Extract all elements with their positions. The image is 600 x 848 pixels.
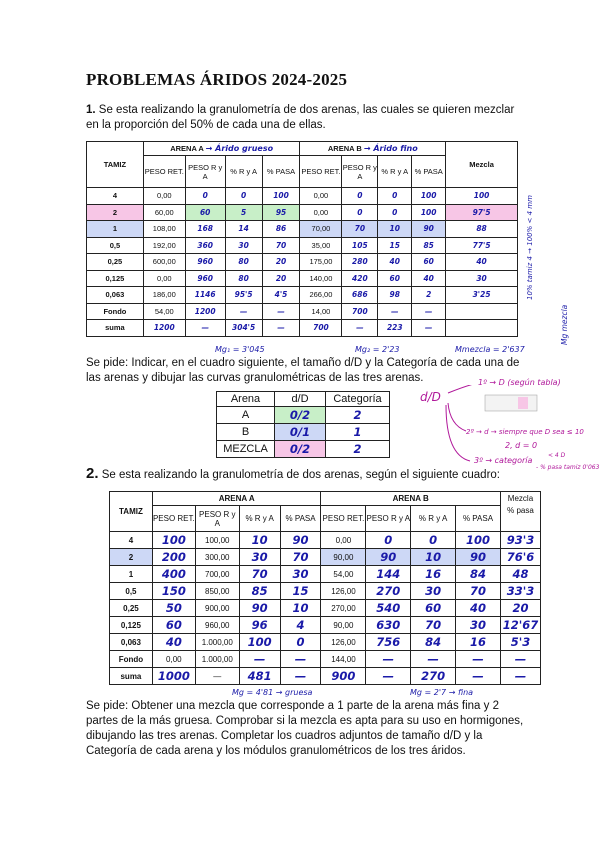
b-peso-ret: 14,00 — [300, 303, 342, 320]
b-pct-pasa: — — [456, 651, 501, 668]
header-pct-pasa: % PASA — [412, 156, 446, 188]
arena-a-label: ARENA A — [170, 144, 204, 153]
b-pct-pasa: 90 — [456, 549, 501, 566]
arena-b-label: ARENA B — [327, 144, 362, 153]
table-row — [110, 668, 541, 685]
tamiz-cell: 0,5 — [110, 583, 153, 600]
tamiz-cell: Fondo — [110, 651, 153, 668]
b-pct-rya: 10 — [378, 221, 412, 238]
col-categoria: Categoría — [326, 392, 390, 407]
mezcla-cell: 20 — [500, 600, 540, 617]
a-pct-rya: — — [239, 651, 280, 668]
dD-value: 0/1 — [275, 424, 326, 441]
b-peso-ret: 144,00 — [321, 651, 366, 668]
header-arena-b — [300, 142, 446, 156]
b-pct-rya: 98 — [378, 287, 412, 304]
a-peso-rya: 1.000,00 — [195, 651, 239, 668]
b-peso-ret: 35,00 — [300, 237, 342, 254]
b-peso-ret: 266,00 — [300, 287, 342, 304]
problem-2-statement — [86, 466, 526, 483]
a-peso-rya: 1146 — [185, 287, 225, 304]
b-peso-ret: 70,00 — [300, 221, 342, 238]
b-peso-rya: 700 — [342, 303, 378, 320]
problem-text: Se esta realizando la granulometría de dos arenas, las cuales se quieren mezclar en la proporción del 50% de cada una de ellas. — [86, 104, 515, 131]
tamiz-cell: 0,125 — [110, 617, 153, 634]
a-peso-ret: 108,00 — [143, 221, 185, 238]
a-pct-pasa: 0 — [280, 634, 321, 651]
b-peso-ret: 900 — [321, 668, 366, 685]
tamiz-cell: 1 — [110, 566, 153, 583]
a-pct-rya: 0 — [225, 188, 262, 205]
tamiz-cell: suma — [110, 668, 153, 685]
a-pct-rya: 70 — [239, 566, 280, 583]
mezcla-cell: 76'6 — [500, 549, 540, 566]
header-peso-rya: PESO R y A — [195, 506, 239, 532]
a-peso-ret: 1000 — [152, 668, 195, 685]
note-mg-a: Mg = 4'81 → gruesa — [232, 688, 313, 697]
a-pct-rya: 85 — [239, 583, 280, 600]
tamiz-cell: 0,063 — [110, 634, 153, 651]
b-pct-rya: 0 — [411, 532, 456, 549]
b-peso-ret: 175,00 — [300, 254, 342, 271]
b-pct-pasa: 84 — [456, 566, 501, 583]
a-pct-rya: 14 — [225, 221, 262, 238]
b-pct-rya: 40 — [378, 254, 412, 271]
a-pct-pasa: 20 — [262, 254, 300, 271]
a-pct-pasa: 20 — [262, 270, 300, 287]
b-pct-pasa: 60 — [412, 254, 446, 271]
annot-step1: 1º → D (según tabla) — [478, 378, 561, 387]
col-dD: d/D — [275, 392, 326, 407]
annot-step3: 3º → categoría — [474, 456, 533, 465]
header-pct-rya: % R y A — [378, 156, 412, 188]
table-row — [87, 270, 518, 287]
b-peso-rya: 280 — [342, 254, 378, 271]
b-pct-pasa: 2 — [412, 287, 446, 304]
a-pct-rya: 304'5 — [225, 320, 262, 337]
a-pct-pasa: 30 — [280, 566, 321, 583]
a-peso-ret: 1200 — [143, 320, 185, 337]
b-pct-rya: 30 — [411, 583, 456, 600]
a-peso-ret: 600,00 — [143, 254, 185, 271]
annotation-arrows — [440, 385, 600, 475]
b-pct-pasa: 85 — [412, 237, 446, 254]
header-mezcla: Mezcla — [446, 142, 518, 188]
b-peso-rya: 0 — [366, 532, 411, 549]
b-peso-ret: 140,00 — [300, 270, 342, 287]
a-peso-ret: 54,00 — [143, 303, 185, 320]
b-pct-rya: 0 — [378, 204, 412, 221]
mezcla-cell: 100 — [446, 188, 518, 205]
mezcla-cell: 33'3 — [500, 583, 540, 600]
a-pct-rya: 5 — [225, 204, 262, 221]
b-peso-rya: 686 — [342, 287, 378, 304]
b-peso-rya: — — [366, 651, 411, 668]
b-pct-pasa: 90 — [412, 221, 446, 238]
header-peso-ret: PESO RET. — [321, 506, 366, 532]
table-row — [110, 549, 541, 566]
b-pct-rya: 60 — [411, 600, 456, 617]
header-arena-b: ARENA B — [321, 492, 500, 506]
mezcla-cell: 97'5 — [446, 204, 518, 221]
header-pct-pasa: % PASA — [456, 506, 501, 532]
annot-step3c: - % pasa tamiz 0'063 — [536, 464, 600, 471]
a-peso-rya: — — [185, 320, 225, 337]
header-pct-rya: % R y A — [225, 156, 262, 188]
a-peso-ret: 40 — [152, 634, 195, 651]
b-pct-pasa: 100 — [412, 188, 446, 205]
b-pct-pasa: 40 — [456, 600, 501, 617]
b-peso-rya: 0 — [342, 188, 378, 205]
b-peso-rya: 70 — [342, 221, 378, 238]
mezcla-cell: 93'3 — [500, 532, 540, 549]
header-tamiz: TAMIZ — [87, 142, 144, 188]
table-row — [87, 287, 518, 304]
problem-1-statement — [86, 103, 526, 133]
b-pct-rya: 16 — [411, 566, 456, 583]
mezcla-cell: 77'5 — [446, 237, 518, 254]
a-peso-rya: 700,00 — [195, 566, 239, 583]
tamiz-cell: 4 — [87, 188, 144, 205]
arena-b-note: → Árido fino — [363, 144, 418, 153]
table-row — [110, 617, 541, 634]
b-peso-ret: 0,00 — [300, 204, 342, 221]
tamiz-cell: 0,063 — [87, 287, 144, 304]
a-pct-rya: 95'5 — [225, 287, 262, 304]
mezcla-cell — [446, 320, 518, 337]
b-peso-rya: 144 — [366, 566, 411, 583]
tamiz-cell: 4 — [110, 532, 153, 549]
a-pct-pasa: — — [262, 320, 300, 337]
note-mg-b: Mg = 2'7 → fina — [410, 688, 474, 697]
mezcla-cell — [446, 303, 518, 320]
tamiz-cell: Fondo — [87, 303, 144, 320]
a-peso-ret: 192,00 — [143, 237, 185, 254]
a-pct-pasa: 4 — [280, 617, 321, 634]
a-pct-pasa: 95 — [262, 204, 300, 221]
arena-a-note: → Árido grueso — [205, 144, 274, 153]
side-note-tamiz: 10% tamiz 4 → 100% < 4 mm — [526, 195, 534, 300]
category-value: 2 — [326, 407, 390, 424]
header-mezcla-sub: % pasa — [500, 506, 540, 532]
a-peso-ret: 100 — [152, 532, 195, 549]
header-pct-rya: % R y A — [411, 506, 456, 532]
page-title: PROBLEMAS ÁRIDOS 2024-2025 — [86, 70, 348, 89]
b-peso-rya: — — [366, 668, 411, 685]
arena-name: B — [217, 424, 275, 441]
table-row — [87, 254, 518, 271]
b-pct-pasa: 40 — [412, 270, 446, 287]
a-peso-rya: 1.000,00 — [195, 634, 239, 651]
a-pct-pasa: — — [280, 668, 321, 685]
granulometry-table-2 — [109, 491, 541, 685]
a-pct-pasa: 15 — [280, 583, 321, 600]
dD-value: 0/2 — [275, 441, 326, 458]
annot-step2: 2º → d → siempre que D sea ≤ 10 — [466, 428, 584, 436]
b-pct-pasa: 100 — [456, 532, 501, 549]
b-peso-rya: 630 — [366, 617, 411, 634]
header-pct-rya: % R y A — [239, 506, 280, 532]
table-row — [110, 651, 541, 668]
b-peso-rya: — — [342, 320, 378, 337]
table-row — [110, 583, 541, 600]
mezcla-cell: 5'3 — [500, 634, 540, 651]
header-arena-a: ARENA A — [152, 492, 321, 506]
table-row — [87, 188, 518, 205]
a-pct-rya: 90 — [239, 600, 280, 617]
granulometry-table-1 — [86, 141, 518, 337]
tamiz-cell: 0,25 — [110, 600, 153, 617]
arena-name: A — [217, 407, 275, 424]
table-row — [87, 320, 518, 337]
arena-name: MEZCLA — [217, 441, 275, 458]
problem-text: Se esta realizando la granulometría de dos arenas, según el siguiente cuadro: — [101, 469, 501, 481]
a-peso-rya: 960,00 — [195, 617, 239, 634]
annot-step3b: < 4 D — [548, 452, 566, 459]
b-peso-rya: 0 — [342, 204, 378, 221]
a-pct-pasa: 10 — [280, 600, 321, 617]
b-peso-ret: 90,00 — [321, 617, 366, 634]
a-pct-pasa: 70 — [280, 549, 321, 566]
b-pct-pasa: 30 — [456, 617, 501, 634]
a-pct-rya: 100 — [239, 634, 280, 651]
note-mg-a: Mg₁ = 3'045 — [215, 345, 265, 354]
mezcla-cell: 12'67 — [500, 617, 540, 634]
b-peso-rya: 270 — [366, 583, 411, 600]
a-pct-rya: 80 — [225, 254, 262, 271]
b-pct-rya: 60 — [378, 270, 412, 287]
a-pct-pasa: 100 — [262, 188, 300, 205]
b-pct-rya: 223 — [378, 320, 412, 337]
a-pct-rya: 10 — [239, 532, 280, 549]
a-peso-ret: 400 — [152, 566, 195, 583]
b-peso-ret: 126,00 — [321, 583, 366, 600]
b-pct-rya: 15 — [378, 237, 412, 254]
b-peso-rya: 420 — [342, 270, 378, 287]
b-pct-rya: — — [378, 303, 412, 320]
a-pct-pasa: 90 — [280, 532, 321, 549]
a-peso-rya: 60 — [185, 204, 225, 221]
a-pct-rya: 80 — [225, 270, 262, 287]
tamiz-cell: suma — [87, 320, 144, 337]
mezcla-cell: 40 — [446, 254, 518, 271]
a-peso-rya: 0 — [185, 188, 225, 205]
a-peso-rya: 1200 — [185, 303, 225, 320]
a-peso-rya: 100,00 — [195, 532, 239, 549]
col-arena: Arena — [217, 392, 275, 407]
mezcla-cell: — — [500, 651, 540, 668]
header-pct-pasa: % PASA — [262, 156, 300, 188]
table-row — [110, 634, 541, 651]
annot-dD: d/D — [420, 390, 441, 404]
annot-step2b: 2, d = 0 — [505, 441, 538, 450]
a-pct-rya: 30 — [239, 549, 280, 566]
b-peso-rya: 105 — [342, 237, 378, 254]
tamiz-cell: 2 — [110, 549, 153, 566]
b-peso-rya: 540 — [366, 600, 411, 617]
note-mg-b: Mg₂ = 2'23 — [355, 345, 400, 354]
header-peso-rya: PESO R y A — [185, 156, 225, 188]
b-pct-pasa: 16 — [456, 634, 501, 651]
header-peso-ret: PESO RET. — [300, 156, 342, 188]
header-peso-rya: PESO R y A — [342, 156, 378, 188]
b-peso-ret: 54,00 — [321, 566, 366, 583]
a-pct-rya: — — [225, 303, 262, 320]
b-pct-rya: 70 — [411, 617, 456, 634]
header-tamiz: TAMIZ — [110, 492, 153, 532]
a-pct-pasa: 70 — [262, 237, 300, 254]
tamiz-cell: 2 — [87, 204, 144, 221]
a-peso-rya: 360 — [185, 237, 225, 254]
dD-value: 0/2 — [275, 407, 326, 424]
b-peso-rya: 90 — [366, 549, 411, 566]
problem-1-question: Se pide: Indicar, en el cuadro siguiente, el tamaño d/D y la Categoría de cada una de las arenas y dibujar las curvas granulométricas de las tres arenas. — [86, 357, 520, 384]
b-pct-pasa: 70 — [456, 583, 501, 600]
b-pct-pasa: — — [412, 303, 446, 320]
b-pct-rya: — — [411, 651, 456, 668]
b-pct-rya: 84 — [411, 634, 456, 651]
category-value: 2 — [326, 441, 390, 458]
b-peso-ret: 126,00 — [321, 634, 366, 651]
table-row — [110, 566, 541, 583]
a-pct-pasa: — — [262, 303, 300, 320]
problem-2-question: Se pide: Obtener una mezcla que corresponde a 1 parte de la arena más fina y 2 partes de la más gruesa. Comprobar si la mezcla es apta para su uso en hormigones, dibujando las tres arenas. Completar los cuadros adjuntos de tamaño d/D y la Categoría de cada arena y los módulos granulométricos de los tres áridos. — [86, 700, 524, 757]
b-peso-ret: 0,00 — [321, 532, 366, 549]
b-peso-ret: 90,00 — [321, 549, 366, 566]
table-row — [87, 303, 518, 320]
b-pct-rya: 0 — [378, 188, 412, 205]
a-peso-rya: 960 — [185, 254, 225, 271]
table-row — [87, 237, 518, 254]
a-pct-pasa: — — [280, 651, 321, 668]
a-peso-ret: 0,00 — [143, 188, 185, 205]
tamiz-cell: 0,25 — [87, 254, 144, 271]
problem-number: 1. — [86, 104, 96, 116]
header-peso-rya: PESO R y A — [366, 506, 411, 532]
a-peso-ret: 186,00 — [143, 287, 185, 304]
mezcla-cell: 30 — [446, 270, 518, 287]
table-row — [87, 221, 518, 238]
note-mg-mezcla: Mmezcla = 2'637 — [455, 345, 525, 354]
b-peso-ret: 0,00 — [300, 188, 342, 205]
mezcla-cell: 48 — [500, 566, 540, 583]
table-row — [110, 600, 541, 617]
table-row — [110, 532, 541, 549]
tamiz-cell: 1 — [87, 221, 144, 238]
mezcla-cell: 3'25 — [446, 287, 518, 304]
problem-number: 2. — [86, 465, 99, 482]
b-pct-pasa: 100 — [412, 204, 446, 221]
b-pct-rya: 10 — [411, 549, 456, 566]
a-peso-rya: 960 — [185, 270, 225, 287]
b-pct-rya: 270 — [411, 668, 456, 685]
tamiz-cell: 0,125 — [87, 270, 144, 287]
a-peso-rya: 300,00 — [195, 549, 239, 566]
size-category-table — [216, 391, 390, 458]
a-peso-ret: 60 — [152, 617, 195, 634]
a-peso-ret: 0,00 — [143, 270, 185, 287]
a-peso-rya: 900,00 — [195, 600, 239, 617]
b-peso-ret: 270,00 — [321, 600, 366, 617]
header-arena-a — [143, 142, 300, 156]
b-pct-pasa: — — [456, 668, 501, 685]
a-peso-ret: 0,00 — [152, 651, 195, 668]
b-peso-rya: 756 — [366, 634, 411, 651]
header-peso-ret: PESO RET. — [143, 156, 185, 188]
a-peso-rya: 168 — [185, 221, 225, 238]
category-value: 1 — [326, 424, 390, 441]
a-pct-rya: 481 — [239, 668, 280, 685]
side-note-mg: Mg mezcla — [560, 304, 569, 345]
table-row — [87, 204, 518, 221]
a-peso-ret: 150 — [152, 583, 195, 600]
a-pct-pasa: 86 — [262, 221, 300, 238]
a-peso-ret: 60,00 — [143, 204, 185, 221]
a-peso-rya: — — [195, 668, 239, 685]
a-pct-pasa: 4'5 — [262, 287, 300, 304]
tamiz-cell: 0,5 — [87, 237, 144, 254]
a-peso-rya: 850,00 — [195, 583, 239, 600]
a-peso-ret: 50 — [152, 600, 195, 617]
mezcla-cell: — — [500, 668, 540, 685]
a-pct-rya: 30 — [225, 237, 262, 254]
header-pct-pasa: % PASA — [280, 506, 321, 532]
header-mezcla: Mezcla — [500, 492, 540, 506]
b-pct-pasa: — — [412, 320, 446, 337]
b-peso-ret: 700 — [300, 320, 342, 337]
a-peso-ret: 200 — [152, 549, 195, 566]
mezcla-cell: 88 — [446, 221, 518, 238]
a-pct-rya: 96 — [239, 617, 280, 634]
header-peso-ret: PESO RET. — [152, 506, 195, 532]
